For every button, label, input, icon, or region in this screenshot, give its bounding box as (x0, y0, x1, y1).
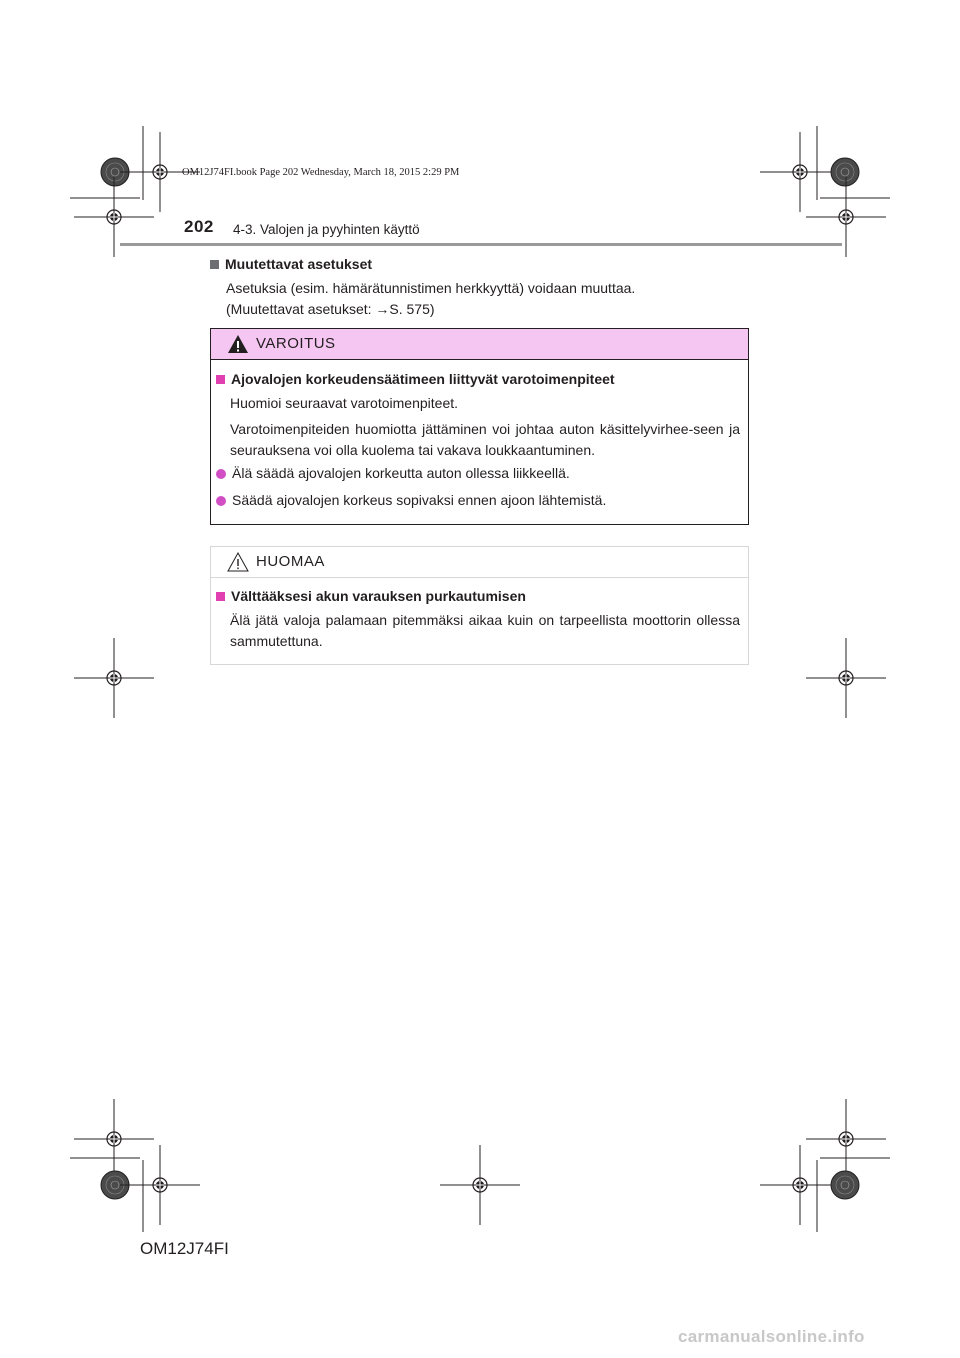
muutettavat-line-2[interactable]: (Muutettavat asetukset: →S. 575) (226, 301, 435, 317)
square-bullet-icon (216, 375, 225, 384)
section-title: 4-3. Valojen ja pyyhinten käyttö (233, 222, 420, 237)
huomaa-box (210, 546, 749, 665)
book-info-line: OM12J74FI.book Page 202 Wednesday, March 18, 2015 2:29 PM (182, 167, 460, 178)
footer-manual-code: OM12J74FI (140, 1239, 229, 1258)
header-rule (120, 243, 842, 246)
crosshair-mark (760, 132, 840, 212)
muutettavat-heading: Muutettavat asetukset (225, 256, 373, 272)
round-bullet-icon (216, 469, 226, 479)
warning-triangle-icon (227, 334, 249, 354)
square-bullet-icon (216, 592, 225, 601)
varoitus-bullet-2 (216, 490, 606, 511)
crosshair-mark (74, 1099, 154, 1179)
varoitus-paragraph: Varotoimenpiteiden huomiotta jättäminen voi johtaa auton käsittelyvirhee-seen ja seurauksena voi olla kuolema tai vakava loukkaantuminen. (230, 421, 740, 458)
crosshair-mark (74, 638, 154, 718)
muutettavat-line-1: Asetuksia (esim. hämärätunnistimen herkkyyttä) voidaan muuttaa. (226, 280, 636, 296)
page-number: 202 (184, 217, 214, 236)
starburst-mark-bottom-right (831, 1171, 859, 1199)
varoitus-heading: Ajovalojen korkeudensäätimeen liittyvät varotoimenpiteet (231, 371, 615, 387)
muutettavat-heading-row (210, 256, 372, 274)
varoitus-bullet-2-text: Säädä ajovalojen korkeus sopivaksi ennen ajoon lähtemistä. (232, 492, 607, 508)
varoitus-bullet-1 (216, 463, 570, 484)
huomaa-label: HUOMAA (256, 553, 325, 570)
crosshair-mark (806, 638, 886, 718)
starburst-mark-top-right (831, 158, 859, 186)
watermark: carmanualsonline.info (678, 1327, 865, 1346)
crosshair-mark (120, 1145, 200, 1225)
huomaa-heading: Välttääksesi akun varauksen purkautumisen (231, 588, 526, 604)
varoitus-label: VAROITUS (256, 335, 336, 352)
huomaa-header (211, 547, 748, 578)
varoitus-intro: Huomioi seuraavat varotoimenpiteet. (230, 395, 459, 411)
huomaa-paragraph: Älä jätä valoja palamaan pitemmäksi aikaa kuin on tarpeellista moottorin ollessa sammutettuna. (230, 612, 740, 649)
crosshair-mark (760, 1145, 840, 1225)
varoitus-box (210, 328, 749, 525)
crosshair-mark (806, 1099, 886, 1179)
crosshair-mark (440, 1145, 520, 1225)
muutettavat-body (226, 278, 746, 320)
round-bullet-icon (216, 496, 226, 506)
varoitus-heading-row (216, 371, 615, 389)
varoitus-header (211, 329, 748, 360)
caution-triangle-outline-icon (227, 552, 249, 572)
varoitus-bullet-1-text: Älä säädä ajovalojen korkeutta auton ollessa liikkeellä. (232, 465, 570, 481)
square-bullet-icon (210, 260, 219, 269)
huomaa-heading-row (216, 588, 526, 606)
